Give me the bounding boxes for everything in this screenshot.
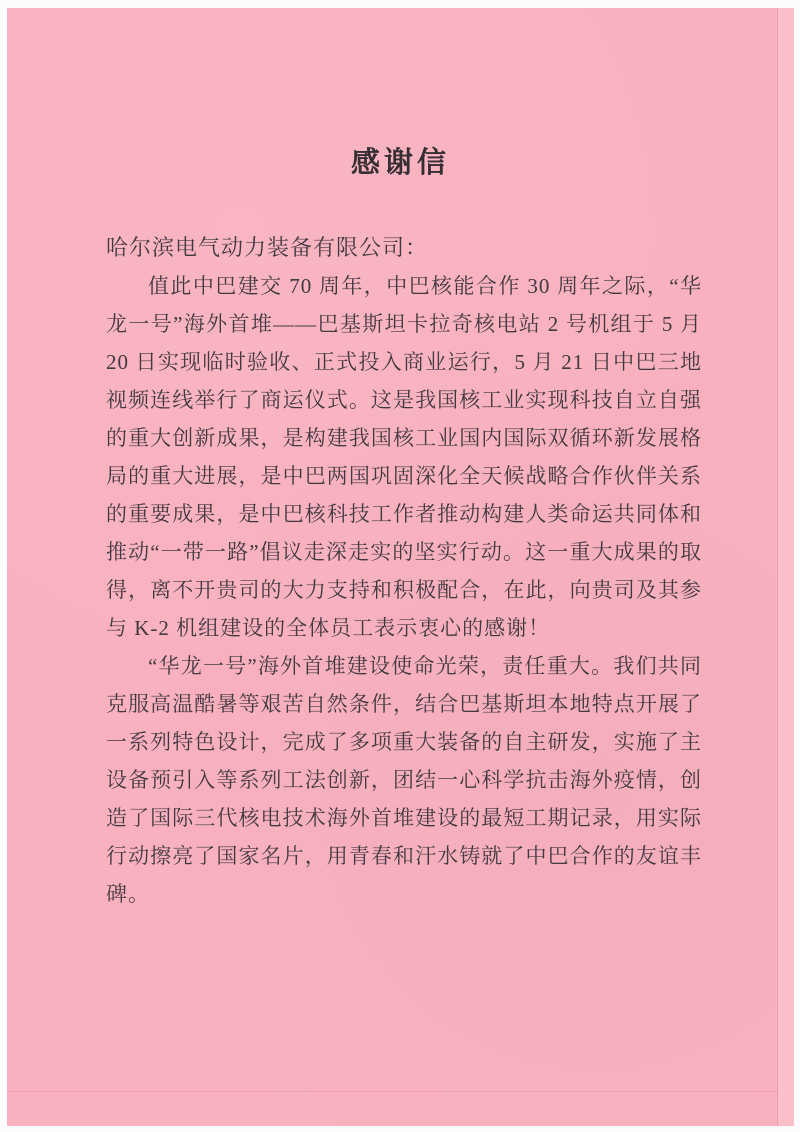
letter-title: 感谢信	[350, 147, 450, 179]
letter-paper	[7, 8, 794, 1126]
paragraph-2: “华龙一号”海外首堆建设使命光荣，责任重大。我们共同克服高温酷暑等艰苦自然条件，结合巴基斯坦本地特点开展了一系列特色设计，完成了多项重大装备的自主研发，实施了主设备预引入等系列工法创新，团结一心科学抗击海外疫情，创造了国际三代核电技术海外首堆建设的最短工期记录，用实际行动擦亮了国家名片，用青春和汗水铸就了中巴合作的友谊丰碑。	[106, 654, 702, 906]
paper-right-edge	[777, 8, 794, 1126]
paragraph-1: 值此中巴建交 70 周年，中巴核能合作 30 周年之际，“华龙一号”海外首堆——巴基斯坦卡拉奇核电站 2 号机组于 5 月 20 日实现临时验收、正式投入商业运行，5 月 21 日中巴三地视频连线举行了商运仪式。这是我国核工业实现科技自立自强的重大创新成果，是构建我国核工业国内国际双循环新发展格局的重大进展，是中巴两国巩固深化全天候战略合作伙伴关系的重要成果，是中巴核科技工作者推动构建人类命运共同体和推动“一带一路”倡议走深走实的坚实行动。这一重大成果的取得，离不开贵司的大力支持和积极配合，在此，向贵司及其参与 K-2 机组建设的全体员工表示衷心的感谢！	[106, 274, 702, 640]
letter-body	[7, 229, 794, 913]
paper-fold-line	[7, 1091, 778, 1092]
salutation: 哈尔滨电气动力装备有限公司：	[106, 235, 429, 260]
